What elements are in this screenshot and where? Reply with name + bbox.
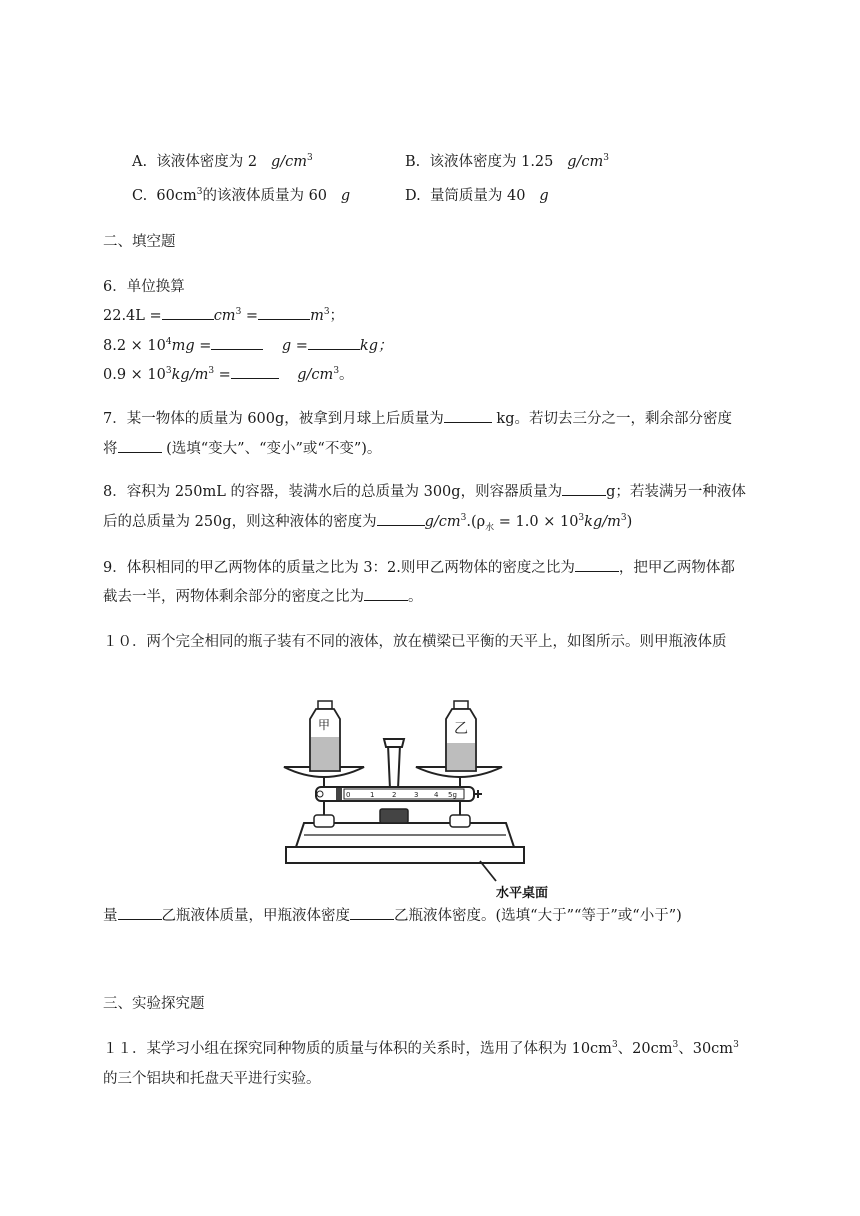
- q6-line3: [103, 363, 354, 384]
- answer-blank[interactable]: [350, 906, 394, 920]
- option-d-label: D.: [405, 188, 421, 204]
- unit: g/cm: [424, 514, 461, 530]
- option-c: [132, 184, 350, 205]
- sup: 3: [733, 1040, 739, 1051]
- answer-blank[interactable]: [562, 482, 606, 496]
- text: 9．体积相同的甲乙两物体的质量之比为 3：2.则甲乙两物体的密度之比为: [103, 560, 575, 576]
- unit: kg/m: [584, 514, 621, 530]
- text: 量: [103, 908, 118, 924]
- answer-blank[interactable]: [231, 365, 279, 379]
- ruler-tick-2: 2: [392, 791, 397, 799]
- option-a-text: 该液体密度为 2: [156, 154, 258, 170]
- unit: kg；: [359, 338, 393, 354]
- text: =: [241, 308, 259, 324]
- sup: 3: [603, 153, 609, 164]
- sup: 3: [611, 1040, 618, 1051]
- answer-blank[interactable]: [162, 306, 214, 320]
- unit: m: [310, 308, 324, 324]
- sup: 3: [235, 307, 242, 318]
- option-b-label: B.: [405, 154, 421, 170]
- ruler-tick-1: 1: [370, 791, 375, 799]
- option-d-unit: g: [539, 188, 549, 204]
- text: ；: [329, 308, 345, 324]
- option-c-label: C.: [132, 188, 148, 204]
- sup: 3: [307, 153, 313, 164]
- text: １１．某学习小组在探究同种物质的质量与体积的关系时，选用了体积为 10cm: [103, 1041, 612, 1057]
- bottle-label-jia: 甲: [318, 718, 331, 732]
- table-caption: 水平桌面: [496, 886, 549, 901]
- q9-line2: [103, 585, 423, 606]
- text: kg。若切去三分之一，剩余部分密度: [496, 411, 732, 427]
- text: ，把甲乙两物体都: [618, 560, 735, 576]
- text: 0.9 × 10: [103, 367, 166, 383]
- ruler-tick-0: 0: [346, 791, 351, 799]
- answer-blank[interactable]: [118, 906, 162, 920]
- text: 。: [339, 367, 354, 383]
- text: 后的总质量为 250g，则这种液体的密度为: [103, 514, 377, 530]
- answer-blank[interactable]: [364, 587, 408, 601]
- bottle-label-yi: 乙: [454, 721, 468, 737]
- option-d: [405, 184, 549, 205]
- text: ): [626, 514, 633, 530]
- section-title-fill-in: 二、填空题: [103, 234, 176, 250]
- q10-line2: [103, 904, 682, 925]
- q10-line1: １０．两个完全相同的瓶子装有不同的液体，放在横梁已平衡的天平上，如图所示。则甲瓶液体质: [103, 634, 727, 650]
- sup: 3: [165, 366, 172, 377]
- sup: 3: [578, 513, 585, 524]
- section-title-experiment: 三、实验探究题: [103, 996, 205, 1012]
- text: 22.4L =: [103, 308, 162, 324]
- balance-illustration: [284, 697, 549, 907]
- text: = 1.0 × 10: [494, 514, 579, 530]
- q6-stem: 6．单位换算: [103, 279, 185, 295]
- sup: 3: [672, 1040, 679, 1051]
- text: 乙瓶液体密度。(选填“大于”“等于”或“小于”): [394, 908, 682, 924]
- option-c-unit: g: [340, 188, 351, 204]
- unit: mg =: [171, 338, 212, 354]
- text: .(ρ: [466, 514, 486, 530]
- option-a-unit: g/cm: [270, 154, 308, 170]
- option-d-text: 量筒质量为 40: [429, 188, 526, 204]
- sup: 4: [165, 337, 172, 348]
- option-b: [405, 150, 609, 171]
- text: 8．容积为 250mL 的容器，装满水后的总质量为 300g，则容器质量为: [103, 484, 563, 500]
- sup: 3: [620, 513, 627, 524]
- q11-line1: [103, 1037, 739, 1058]
- q7-line1: [103, 407, 732, 428]
- text: 、30cm: [678, 1041, 734, 1057]
- option-c-pre: 60cm: [156, 188, 197, 204]
- answer-blank[interactable]: [308, 336, 360, 350]
- q11-line2: 的三个铝块和托盘天平进行实验。: [103, 1071, 321, 1087]
- sup: 3: [196, 187, 203, 198]
- sup: 3: [208, 366, 215, 377]
- unit: g =: [281, 338, 308, 354]
- ruler-tick-4: 4: [434, 791, 439, 799]
- q6-line2: [103, 334, 392, 355]
- answer-blank[interactable]: [118, 439, 162, 453]
- sup: 3: [323, 307, 330, 318]
- text: 将: [103, 441, 118, 457]
- unit: g/cm: [297, 367, 334, 383]
- text: g；若装满另一种液体: [606, 484, 746, 500]
- unit: cm: [213, 308, 236, 324]
- text: (选填“变大”、“变小”或“不变”)。: [166, 441, 382, 457]
- sup: 3: [460, 513, 467, 524]
- sup: 3: [333, 366, 340, 377]
- option-b-text: 该液体密度为 1.25: [429, 154, 554, 170]
- balance-figure: [284, 697, 549, 907]
- option-b-unit: g/cm: [567, 154, 604, 170]
- text: 7．某一物体的质量为 600g，被拿到月球上后质量为: [103, 411, 444, 427]
- answer-blank[interactable]: [444, 409, 492, 423]
- answer-blank[interactable]: [575, 558, 619, 572]
- option-c-text: 的该液体质量为 60: [202, 188, 328, 204]
- option-a: [132, 150, 313, 171]
- bottle-yi: [446, 701, 476, 771]
- option-a-label: A.: [132, 154, 148, 170]
- table-slab: [286, 847, 524, 863]
- answer-blank[interactable]: [258, 306, 310, 320]
- bottle-jia: [310, 701, 340, 771]
- text: 截去一半，两物体剩余部分的密度之比为: [103, 589, 364, 605]
- ruler-tick-3: 3: [414, 791, 419, 799]
- text: =: [214, 367, 231, 383]
- ruler-tick-5: 5g: [448, 791, 457, 799]
- unit: kg/m: [171, 367, 209, 383]
- answer-blank[interactable]: [377, 512, 425, 526]
- answer-blank[interactable]: [211, 336, 263, 350]
- text: 。: [408, 589, 423, 605]
- text: 、20cm: [617, 1041, 673, 1057]
- sub: 水: [485, 522, 495, 533]
- q6-line1: [103, 304, 344, 325]
- q7-line2: [103, 437, 381, 458]
- q9-line1: [103, 556, 735, 577]
- text: 乙瓶液体质量，甲瓶液体密度: [161, 908, 350, 924]
- q8-line2: [103, 510, 632, 533]
- text: 8.2 × 10: [103, 338, 166, 354]
- q8-line1: [103, 480, 746, 501]
